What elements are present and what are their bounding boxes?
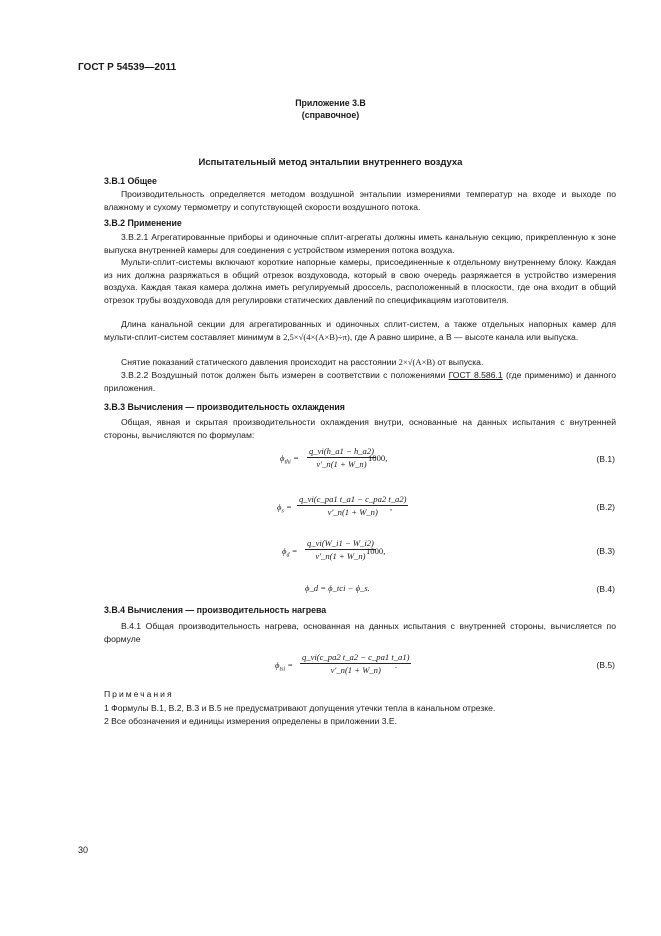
equation-number: (В.1): [596, 454, 615, 464]
equation-number: (В.5): [596, 660, 615, 670]
equation-number: (В.2): [596, 502, 615, 512]
notes-title: Примечания: [104, 689, 174, 699]
paragraph: [104, 369, 616, 394]
equation-fraction: [307, 446, 376, 469]
section-heading: 3.В.2 Применение: [104, 218, 182, 228]
section-heading: 3.В.1 Общее: [104, 176, 157, 186]
document-header: ГОСТ Р 54539—2011: [78, 62, 177, 73]
paragraph-text: 3.В.2.2 Воздушный поток должен быть измерен в соответствии с положениями: [121, 370, 446, 380]
equation-tail: 1000,: [368, 453, 388, 463]
paragraph-text: (где применимо) и данного приложения.: [104, 370, 616, 393]
paragraph: [104, 318, 616, 344]
equation-lhs: $\phi_{thi}$ =: [280, 453, 299, 466]
appendix-title: Приложение 3.В: [295, 98, 366, 108]
standard-link[interactable]: ГОСТ 8.586.1: [448, 370, 503, 380]
paragraph-text: Снятие показаний статического давления происходит на расстоянии: [121, 357, 397, 367]
section-heading: 3.В.3 Вычисления — производительность охлаждения: [104, 402, 345, 412]
denominator: v′_n(1 + W_n): [316, 459, 367, 469]
note-item: 1 Формулы В.1, В.2, В.3 и В.5 не предусматривают допущения утечки тепла в канальном отрезке.: [104, 703, 496, 713]
numerator: q_vi(h_a1 − h_a2): [309, 446, 374, 456]
numerator: q_vi(c_pa1 t_a1 − c_pa2 t_a2): [299, 494, 407, 504]
equation-lhs: $\phi_s$ =: [277, 502, 292, 515]
formula-inline: 2×√(A×B): [398, 357, 436, 367]
paragraph: [104, 356, 616, 369]
equation-lhs: $\phi_d$ =: [282, 546, 298, 559]
paragraph-text: , где A равно ширине, а B — высоте канала или выпуска.: [349, 332, 579, 342]
paragraph: В.4.1 Общая производительность нагрева, основанная на данных испытания с внутренней стороны, вычисляется по формуле: [104, 621, 616, 644]
denominator: v′_n(1 + W_n): [330, 665, 381, 675]
numerator: q_vi(W_i1 − W_i2): [307, 538, 374, 548]
equation-tail: 1000,: [366, 546, 386, 556]
equation-tail: .: [395, 660, 398, 670]
appendix-subtitle: (справочное): [301, 110, 360, 120]
paragraph-text: от выпуска.: [437, 357, 484, 367]
numerator: q_vi(c_pa2 t_a2 − c_pa1 t_a1): [302, 652, 410, 662]
paragraph-text: Длина канальной секции для агрегатированных и одиночных сплит-систем, а также отдельных напорных камер для мульти-сплит-систем составляет минимум в: [104, 319, 616, 342]
equation-tail: ,: [390, 502, 393, 512]
paragraph: 3.В.2.1 Агрегатированные приборы и одиночные сплит-агрегаты должны иметь канальную секцию, прикрепленную к зоне выпуска внутренней камеры для соединения с устройством измерения потока воздуха.: [104, 232, 616, 255]
paragraph: Мульти-сплит-системы включают короткие напорные камеры, присоединенные к отдельному внутреннему блоку. Каждая из них должна разряжаться в общий отрезок воздуховода, который в свою очередь разряжается в устройство измерения воздуха. Каждая такая камера должна иметь регулируемый дроссель, расположенный в плоскости, где она входит в общий отрезок трубы воздуховода для регулировки статических давлений по спецификациям изготовителя.: [104, 257, 616, 305]
page-number: 30: [78, 845, 89, 855]
section-heading: 3.В.4 Вычисления — производительность нагрева: [104, 605, 327, 615]
note-item: 2 Все обозначения и единицы измерения определены в приложении 3.Е.: [104, 716, 398, 726]
paragraph: Общая, явная и скрытая производительности охлаждения внутри, основанные на данных испытания с внутренней стороны, вычисляются по формулам:: [104, 417, 616, 440]
equation-number: (В.4): [596, 584, 615, 594]
paragraph: Производительность определяется методом воздушной энтальпии измерениями температур на входе и выходе по влажному и сухому термометру и сопутствующей скорости воздушного потока.: [104, 189, 616, 212]
equation-number: (В.3): [596, 546, 615, 556]
denominator: v′_n(1 + W_n): [327, 507, 378, 517]
formula-inline: 2,5×√(4×(A×B)÷π): [283, 332, 350, 342]
equation-text: ϕ_d = ϕ_tci − ϕ_s.: [305, 583, 370, 593]
main-title: Испытательный метод энтальпии внутреннего воздуха: [198, 157, 463, 168]
denominator: v′_n(1 + W_n): [315, 551, 366, 561]
equation-lhs: $\phi_{tsi}$ =: [275, 660, 294, 673]
